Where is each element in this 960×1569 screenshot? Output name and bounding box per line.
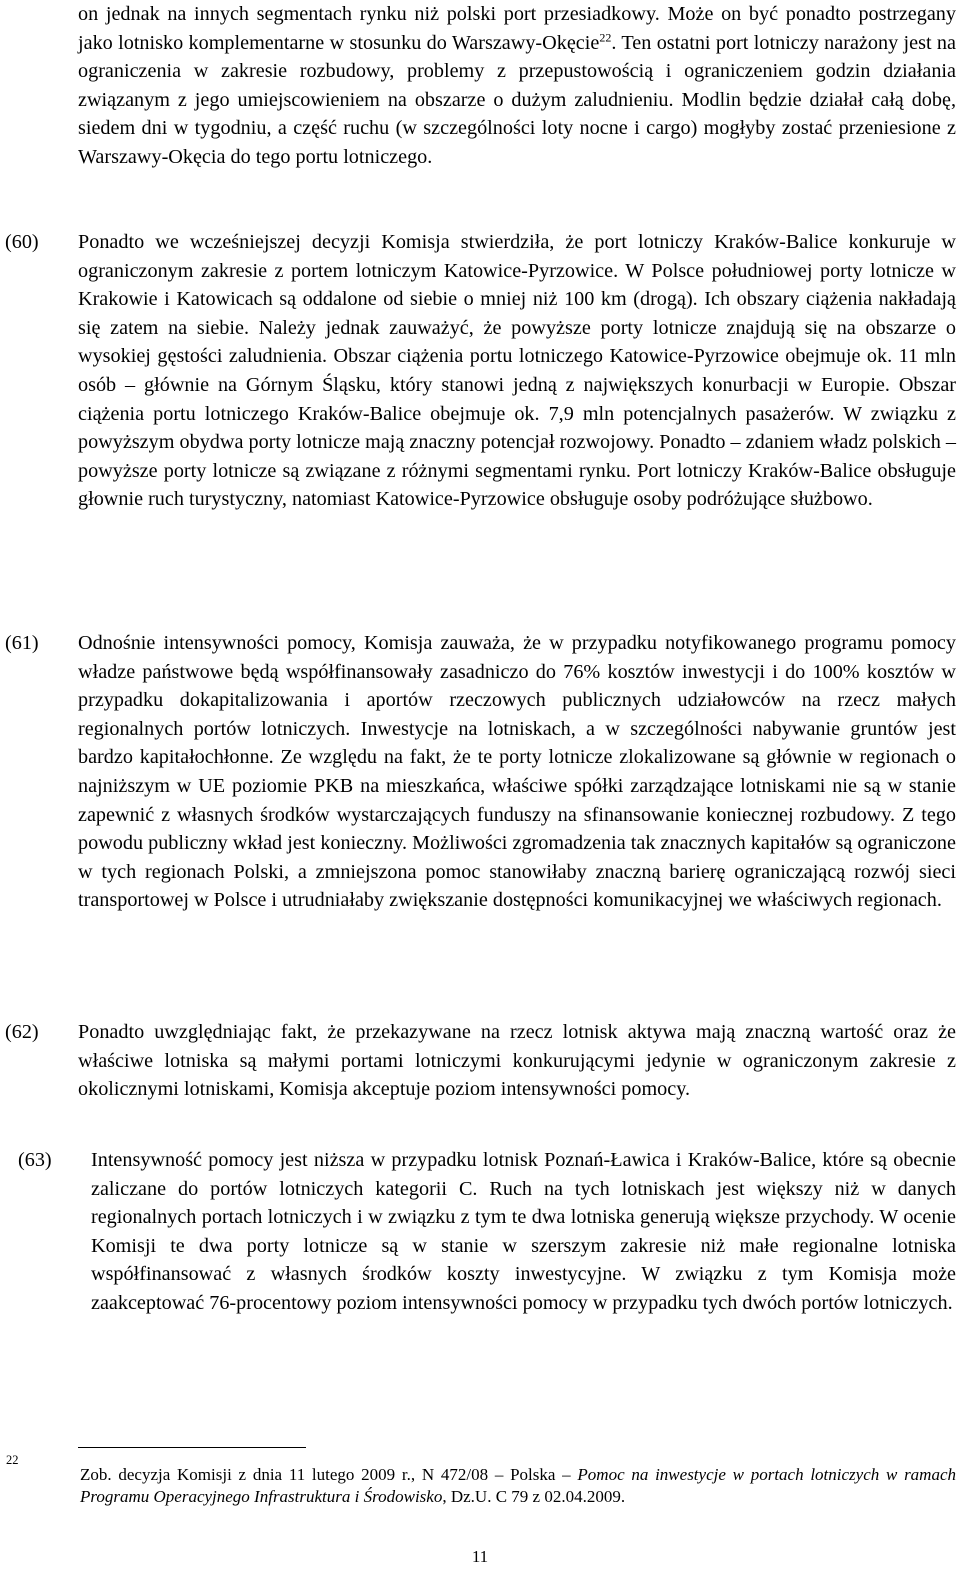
- footnote-mark: 22: [6, 1453, 19, 1467]
- paragraph-61: Odnośnie intensywności pomocy, Komisja zauważa, że w przypadku notyfikowanego programu pomocy władze państwowe będą współfinansowały zasadniczo do 76% kosztów inwestycji i do 100% kosztów w przypadku dokapitalizowania i aportów rzeczowych publicznych udziałowców na rzecz małych regionalnych portów lotniczych. Inwestycje na lotniskach, a w szczególności nabywanie gruntów jest bardzo kapitałochłonne. Ze względu na fakt, że te porty lotnicze zlokalizowane są głównie w regionach o najniższym w UE poziomie PKB na mieszkańca, właściwe spółki zarządzające lotniskami nie są w stanie zapewnić z własnych środków wystarczających funduszy na sfinansowanie koniecznej rozbudowy. Z tego powodu publiczny wkład jest konieczny. Możliwości zgromadzenia tak znacznych kapitałów są ograniczone w tych regionach Polski, a zmniejszona pomoc stanowiłaby znaczną barierę ograniczającą rozwój sieci transportowej w Polsce i utrudniałaby zwiększanie dostępności komunikacyjnej we właściwych regionach.: [78, 632, 956, 912]
- footnote-title-italic: Pomoc na inwestycje w portach lotniczych w ramach Programu Operacyjnego Infrastruktura i Środowisko: [80, 1465, 957, 1506]
- paragraph-60-number: (60): [5, 231, 39, 253]
- paragraph-60: Ponadto we wcześniejszej decyzji Komisja stwierdziła, że port lotniczy Kraków-Balice konkuruje w ograniczonym zakresie z portem lotniczym Katowice-Pyrzowice. W Polsce południowej porty lotnicze w Krakowie i Katowicach są oddalone od siebie o mniej niż 100 km (drogą). Ich obszary ciążenia nakładają się zatem na siebie. Należy jednak zauważyć, że powyższe porty lotnicze znajdują się na obszarze o wysokiej gęstości zaludnienia. Obszar ciążenia portu lotniczego Katowice-Pyrzowice obejmuje ok. 11 mln osób – głównie na Górnym Śląsku, który stanowi jedną z największych konurbacji w Europie. Obszar ciążenia portu lotniczego Kraków-Balice obejmuje ok. 7,9 mln potencjalnych pasażerów. W związku z powyższym obydwa porty lotnicze mają znaczny potencjał rozwojowy. Ponadto – zdaniem władz polskich – powyższe porty lotnicze są związane z różnymi segmentami rynku. Port lotniczy Kraków-Balice obsługuje głownie ruch turystyczny, natomiast Katowice-Pyrzowice obsługuje osoby podróżujące służbowo.: [78, 231, 956, 511]
- paragraph-62-number: (62): [5, 1021, 39, 1043]
- footnote-reference[interactable]: 22: [599, 29, 612, 44]
- footnote-text-b: , Dz.U. C 79 z 02.04.2009.: [442, 1487, 626, 1506]
- paragraph-63: Intensywność pomocy jest niższa w przypadku lotnisk Poznań-Ławica i Kraków-Balice, które są obecnie zaliczane do portów lotniczych kategorii C. Ruch na tych lotniskach jest większy niż w danych regionalnych portach lotniczych i w związku z tym te dwa lotniska generują większe przychody. W ocenie Komisji te dwa porty lotnicze są w stanie w szerszym zakresie niż małe regionalne lotniska współfinansować z własnych środków koszty inwestycyjne. W związku z tym Komisja może zaakceptować 76-procentowy poziom intensywności pomocy w przypadku tych dwóch portów lotniczych.: [91, 1149, 956, 1314]
- paragraph-61-number: (61): [5, 632, 39, 654]
- paragraph-63-number: (63): [18, 1149, 52, 1171]
- paragraph-62: Ponadto uwzględniając fakt, że przekazywane na rzecz lotnisk aktywa mają znaczną wartość oraz że właściwe lotniska są małymi portami lotniczymi konkurującymi jedynie w ograniczonym zakresie z okolicznymi lotniskami, Komisja akceptuje poziom intensywności pomocy.: [78, 1021, 956, 1101]
- footnote-separator: [78, 1447, 306, 1448]
- paragraph-59-text-a: on jednak na innych segmentach rynku niż polski port przesiadkowy. Może on być ponadto postrzegany jako lotnisko komplementarne w stosunku do Warszawy-Okęcie: [78, 3, 956, 54]
- footnote-text-a: Zob. decyzja Komisji z dnia 11 lutego 2009 r., N 472/08 – Polska –: [80, 1465, 578, 1484]
- paragraph-59-continuation: [78, 0, 956, 172]
- footnote-text: [80, 1464, 956, 1508]
- page-number: 11: [471, 1547, 489, 1566]
- paragraph-59-text-b: . Ten ostatni port lotniczy narażony jest na ograniczenia w zakresie rozbudowy, problemy z przepustowością i ograniczeniem godzin działania związanym z jego umiejscowieniem na obszarze o dużym zaludnieniu. Modlin będzie działał całą dobę, siedem dni w tygodniu, a część ruchu (w szczególności loty nocne i cargo) mogłyby zostać przeniesione z Warszawy-Okęcia do tego portu lotniczego.: [78, 31, 956, 168]
